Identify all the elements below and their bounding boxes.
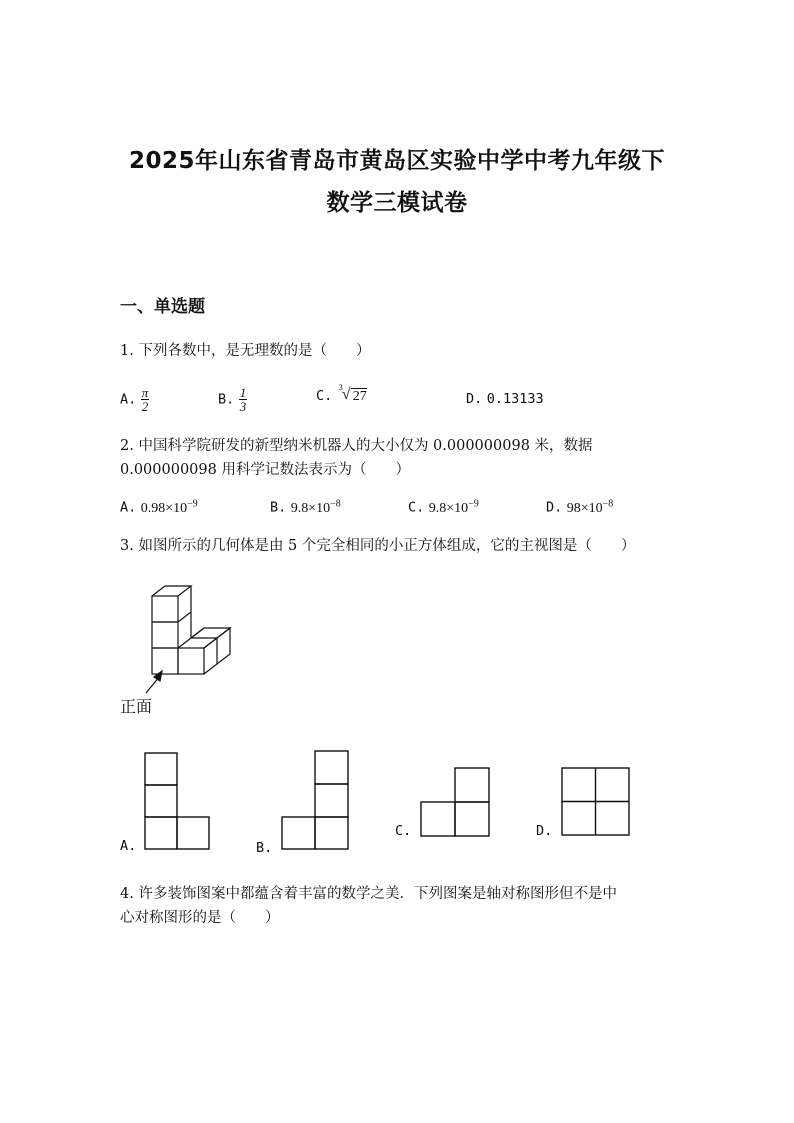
question-1-option-d[interactable]: [466, 391, 544, 407]
radical-sign: √: [341, 386, 351, 403]
question-3-option-d-label[interactable]: D.: [536, 823, 553, 839]
question-3-option-c-figure[interactable]: [420, 767, 492, 839]
question-1-option-a[interactable]: [120, 386, 149, 413]
option-d-label: D.: [466, 391, 483, 407]
question-3-option-a-figure[interactable]: [144, 752, 214, 852]
option-b-label: B.: [270, 499, 287, 516]
option-c-label: C.: [408, 499, 425, 516]
question-2-line2: 0.000000098 用科学记数法表示为（ ）: [120, 462, 410, 478]
option-a-expression: $0.98\times 10^{-9}$: [140, 498, 198, 516]
radicand: 27: [352, 389, 367, 404]
option-b-label: B.: [218, 391, 235, 408]
question-1-option-c[interactable]: [316, 383, 367, 405]
fraction-pi-over-2: $\frac{\pi}{2}$: [141, 385, 149, 414]
option-c-label: C.: [316, 388, 333, 404]
question-3-option-b-figure[interactable]: [281, 750, 351, 850]
question-3-option-d-figure[interactable]: [561, 767, 631, 837]
question-2-line1: 2. 中国科学院研发的新型纳米机器人的大小仅为 0.000000098 米，数据: [120, 438, 593, 454]
question-3-option-b-label[interactable]: B.: [256, 840, 273, 856]
option-c-expression: $9.8\times 10^{-9}$: [428, 498, 479, 516]
front-view-label: 正面: [120, 697, 153, 716]
question-1-option-b[interactable]: [218, 386, 247, 413]
question-3-option-a-label[interactable]: A.: [120, 838, 137, 854]
option-b-expression: $9.8\times 10^{-8}$: [290, 498, 341, 516]
question-2-option-c[interactable]: [408, 498, 479, 517]
section-heading-single-choice: 一、单选题: [120, 297, 205, 317]
question-2-option-d[interactable]: [546, 498, 613, 517]
fraction-one-third: $\frac{1}{3}$: [239, 385, 247, 414]
document-title-line2: 数学三模试卷: [326, 190, 468, 216]
option-d-expression: $98\times 10^{-8}$: [566, 498, 614, 516]
question-1-stem: 1. 下列各数中，是无理数的是（ ）: [120, 343, 371, 359]
question-4-line1: 4. 许多装饰图案中都蕴含着丰富的数学之美．下列图案是轴对称图形但不是中: [120, 886, 617, 902]
option-d-value: 0.13133: [486, 391, 544, 407]
root-index: 3: [338, 383, 343, 392]
question-2-option-a[interactable]: [120, 498, 198, 517]
document-title-line1: 2025年山东省青岛市黄岛区实验中学中考九年级下: [128, 148, 665, 174]
question-3-stem: 3. 如图所示的几何体是由 5 个完全相同的小正方体组成，它的主视图是（ ）: [120, 538, 636, 554]
option-a-label: A.: [120, 499, 137, 516]
question-2-option-b[interactable]: [270, 498, 341, 517]
question-4-line2: 心对称图形的是（ ）: [120, 910, 280, 926]
option-d-label: D.: [546, 499, 563, 516]
option-a-label: A.: [120, 391, 137, 408]
question-3-option-c-label[interactable]: C.: [395, 823, 412, 839]
cube-root-27: [337, 383, 367, 405]
solid-figure-3d: [140, 582, 270, 692]
